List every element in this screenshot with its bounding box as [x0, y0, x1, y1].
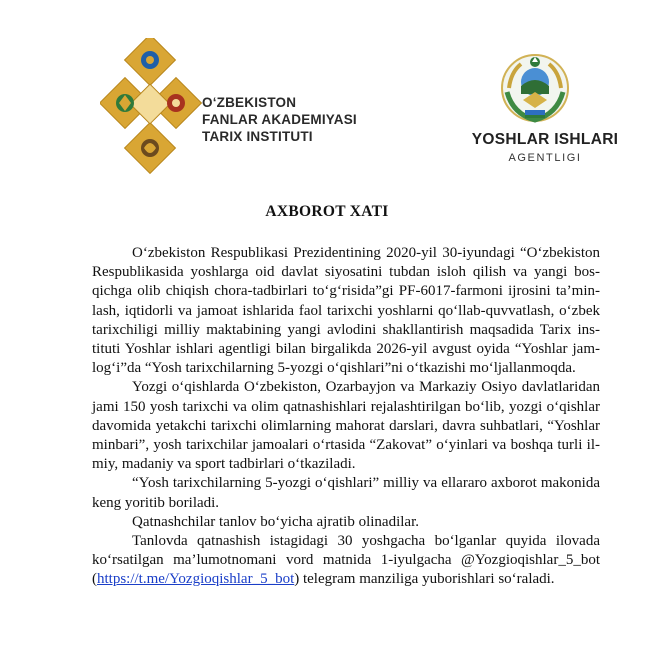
paragraph-5-text-before: Tanlovda qatnashish istagidagi 30 yoshgacha bo‘lganlar quyida ilovada ko‘rsatilgan ma’lumotnomani vord matnida 1-iyulgacha @Yozgioqishlar_5_bot ( — [92, 533, 600, 588]
paragraph-2: Yozgi o‘qishlarda O‘zbekiston, Ozarbayjon va Markaziy Osiyo davlatlaridan jami 150 yosh tarixchi va olim qatnashishlari rejalashtirilgan bo‘lib, yozgi o‘qishlar davomida yetakchi tarixchi olimlarning mahorat darslari, davra suhbatlari, “Yoshlar minbari”, yosh tarixchilar jamoalari o‘rtasida “Zakovat” o‘yinlari va boshqa turli ilmiy, madaniy va sport tadbirlari o‘tkaziladi. — [92, 379, 600, 473]
telegram-bot-link[interactable]: https://t.me/Yozgioqishlar_5_bot — [97, 571, 295, 588]
uzbekistan-state-emblem-icon — [499, 52, 571, 124]
document-body — [92, 244, 600, 590]
paragraph-1: O‘zbekiston Respublikasi Prezidentining 2020-yil 30-iyundagi “O‘zbekiston Respublikasida yoshlarga oid davlat siyosatini tubdan isloh qilish va yangi bosqichga olib chiqish chora-tadbirlari to‘g‘risida”gi PF-6017-farmoni ijrosini ta’minlash, iqtidorli va jamoat ishlarida faol tarixchi yoshlarni qo‘llab-quvvatlash, o‘zbek tarixchiligi milliy maktabining yangi avlodini shakllantirish maqsadida Tarix instituti Yoshlar ishlari agentligi bilan birgalikda 2026-yil avgust oyida “Yoshlar jamlog‘i”da “Yosh tarixchilarning 5-yozgi o‘qishlari”ni o‘tkazishi mo‘ljallanmoqda. — [92, 245, 600, 377]
paragraph-3: “Yosh tarixchilarning 5-yozgi o‘qishlari” milliy va ellararo axborot makonida keng yoritib boriladi. — [92, 475, 600, 511]
document-title: AXBOROT XATI — [265, 203, 389, 220]
paragraph-5-text-after: ) telegram manziliga yuborishlari so‘raladi. — [294, 571, 555, 588]
agency-title: YOSHLAR ISHLARI — [471, 131, 619, 148]
institute-ornamental-logo-icon — [100, 38, 210, 176]
institute-name-line-2: FANLAR AKADEMIYASI — [202, 112, 357, 127]
institute-name — [202, 94, 357, 145]
agency-subtitle: AGENTLIGI — [508, 152, 582, 164]
institute-name-line-3: TARIX INSTITUTI — [202, 129, 313, 144]
paragraph-4: Qatnashchilar tanlov bo‘yicha ajratib olinadilar. — [132, 513, 419, 530]
institute-name-line-1: O‘ZBEKISTON — [202, 95, 297, 110]
paragraph-5 — [92, 532, 600, 590]
